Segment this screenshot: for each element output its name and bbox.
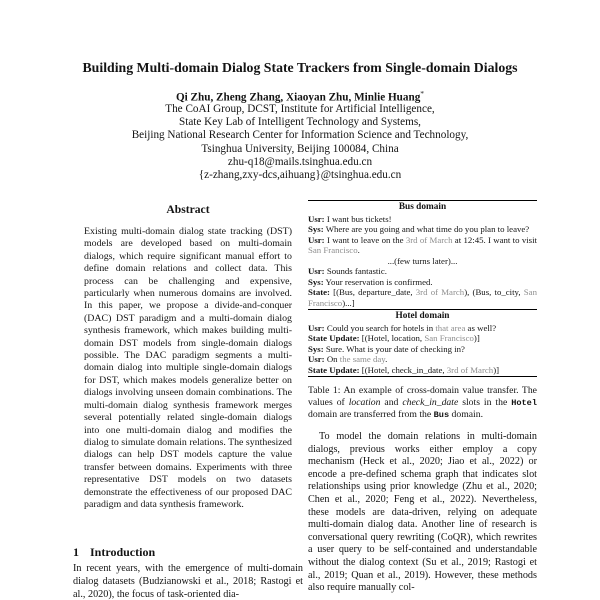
section-title: Introduction bbox=[90, 545, 156, 559]
slot-name-italic: check_in_date bbox=[402, 396, 459, 408]
caption-text: Table 1: An example of cross-domain value transfer. The values of bbox=[308, 385, 537, 408]
affiliation-line: Tsinghua University, Beijing 100084, China bbox=[201, 142, 399, 155]
caption-text: and bbox=[380, 396, 403, 408]
utterance-text: . bbox=[357, 245, 360, 255]
abstract-heading: Abstract bbox=[166, 203, 210, 216]
author-footnote-marker: * bbox=[420, 89, 425, 98]
speaker-label: Usr: bbox=[308, 322, 325, 333]
utterance-text: Could you search for hotels in bbox=[324, 322, 436, 333]
state-text: [(Bus, departure_date, bbox=[329, 287, 416, 297]
slot-value: San Francisco bbox=[308, 287, 537, 308]
dialog-line bbox=[308, 323, 537, 334]
state-line bbox=[308, 365, 537, 376]
utterance-text: Sounds fantastic. bbox=[324, 266, 387, 276]
abstract-text: Existing multi-domain dialog state tracking (DST) models are developed based on multi-domain dialogs, which require significant manual effort to define domain relations and collect data. This process can be challenging and expensive, particularly when numerous domains are involved. In this paper, we propose a divide-and-conquer (DAC) DST paradigm and a multi-domain dialog synthesis framework, which makes building multi-domain DST models from single-domain dialogs possible. The DAC paradigm segments a multi-domain dialog into multiple single-domain dialogs for DST, which makes models generalize better on dialogs involving unseen domain combinations. The multi-domain dialog synthesis framework merges several potentially related single-domain dialogs into one multi-domain dialog and modifies the dialog to simulate domain relations. The synthesized dialogs can help DST models capture the value transfer between domains. Experiments with three representative DST models on two datasets demonstrate the effectiveness of our proposed DAC paradigm and data synthesis framework. bbox=[84, 226, 292, 510]
utterance-text: ...(few turns later)... bbox=[387, 255, 458, 266]
speaker-label: Usr: bbox=[308, 234, 325, 245]
affiliation-line: State Key Lab of Intelligent Technology and Systems, bbox=[179, 116, 421, 129]
table-rule-bottom bbox=[308, 376, 537, 377]
speaker-label: Usr: bbox=[308, 354, 325, 364]
utterance-text: Sure. What is your date of checking in? bbox=[323, 343, 465, 354]
right-column bbox=[308, 199, 537, 595]
speaker-label: Sys: bbox=[308, 224, 324, 234]
dialog-line bbox=[308, 214, 537, 225]
state-text: ), (Bus, to_city, bbox=[464, 287, 524, 297]
dialog-line bbox=[308, 354, 537, 365]
speaker-label: Usr: bbox=[308, 213, 325, 224]
caption-text: domain are transferred from the bbox=[308, 409, 434, 421]
state-line bbox=[308, 287, 537, 308]
state-text: [(Hotel, location, bbox=[359, 333, 425, 343]
slot-value: San Francisco bbox=[424, 333, 474, 343]
email-line: {z-zhang,zxy-dcs,aihuang}@tsinghua.edu.cn bbox=[198, 169, 402, 182]
utterance-text: On bbox=[324, 354, 340, 364]
state-text: [(Hotel, check_in_date, bbox=[359, 364, 447, 375]
state-text: )] bbox=[473, 333, 480, 343]
table-1-caption bbox=[308, 385, 537, 422]
section-number: 1 bbox=[73, 545, 79, 559]
state-text: )...] bbox=[342, 297, 355, 308]
caption-text: slots in the bbox=[458, 396, 512, 408]
hotel-domain-header: Hotel domain bbox=[395, 311, 450, 321]
section-1-heading bbox=[73, 545, 155, 560]
utterance-text: I want to leave on the bbox=[324, 234, 406, 245]
dialog-line bbox=[308, 224, 537, 235]
utterance-text: Where are you going and what time do you plan to leave? bbox=[323, 224, 530, 234]
affiliation-block bbox=[0, 103, 600, 182]
state-label: State Update: bbox=[308, 333, 360, 343]
speaker-label: Sys: bbox=[308, 276, 324, 287]
slot-value: 3rd of March bbox=[415, 287, 465, 297]
slot-value: the same day bbox=[339, 354, 386, 364]
domain-name-mono: Bus bbox=[433, 410, 450, 421]
utterance-text: I want bus tickets! bbox=[324, 213, 392, 224]
state-line bbox=[308, 333, 537, 344]
affiliation-line: The CoAI Group, DCST, Institute for Artificial Intelligence, bbox=[165, 103, 435, 115]
speaker-label: Sys: bbox=[308, 343, 324, 354]
left-column bbox=[73, 203, 303, 511]
slot-value: that area bbox=[435, 322, 466, 333]
dialog-line bbox=[308, 266, 537, 277]
state-text: )] bbox=[493, 364, 500, 375]
slot-value: San Francisco bbox=[308, 245, 358, 255]
slot-value: 3rd of March bbox=[405, 234, 453, 245]
table-1 bbox=[308, 200, 537, 377]
speaker-label: Usr: bbox=[308, 266, 325, 276]
turns-ellipsis-line bbox=[308, 256, 537, 267]
utterance-text: at 12:45. I want to visit bbox=[452, 234, 537, 245]
dialog-line bbox=[308, 235, 537, 256]
authors-names: Qi Zhu, Zheng Zhang, Xiaoyan Zhu, Minlie Huang bbox=[175, 91, 421, 104]
caption-text: domain. bbox=[449, 409, 484, 421]
table-rule-mid bbox=[308, 309, 537, 310]
dialog-line bbox=[308, 277, 537, 288]
utterance-text: Your reservation is confirmed. bbox=[323, 276, 433, 287]
body-paragraph: To model the domain relations in multi-domain dialogs, previous works either employ a copy mechanism (Heck et al., 2020; Jiao et al., 2022) or encode a pre-defined schema graph that indicates slot relationships using prior knowledge (Zhu et al., 2020; Chen et al., 2020; Feng et al., 2022). Nevertheless, these models are data-driven, relying on adequate multi-domain dialog data. Another line of research is conversational query rewriting (CoQR), which rewrites a user query to be self-contained and understandable without the dialog context (Su et al., 2019; Rastogi et al., 2019; Quan et al., 2019). However, these methods also require manually col- bbox=[308, 431, 537, 594]
slot-name-italic: location bbox=[348, 396, 381, 408]
bus-domain-header: Bus domain bbox=[398, 202, 447, 212]
state-label: State: bbox=[308, 287, 330, 297]
utterance-text: as well? bbox=[465, 322, 497, 333]
slot-value: 3rd of March bbox=[446, 364, 494, 375]
table-rule-top bbox=[308, 200, 537, 201]
paper-title: Building Multi-domain Dialog State Trackers from Single-domain Dialogs bbox=[82, 60, 518, 75]
utterance-text: . bbox=[385, 354, 388, 364]
state-label: State Update: bbox=[308, 364, 360, 375]
dialog-line bbox=[308, 344, 537, 355]
introduction-paragraph: In recent years, with the emergence of multi-domain dialog datasets (Budzianowski et al., 2018; Rastogi et al., 2020), the focus of task-oriented dia- bbox=[73, 563, 303, 600]
email-line: zhu-q18@mails.tsinghua.edu.cn bbox=[227, 155, 373, 168]
author-line bbox=[0, 89, 600, 104]
affiliation-line: Beijing National Research Center for Information Science and Technology, bbox=[131, 129, 469, 142]
domain-name-mono: Hotel bbox=[511, 397, 537, 408]
